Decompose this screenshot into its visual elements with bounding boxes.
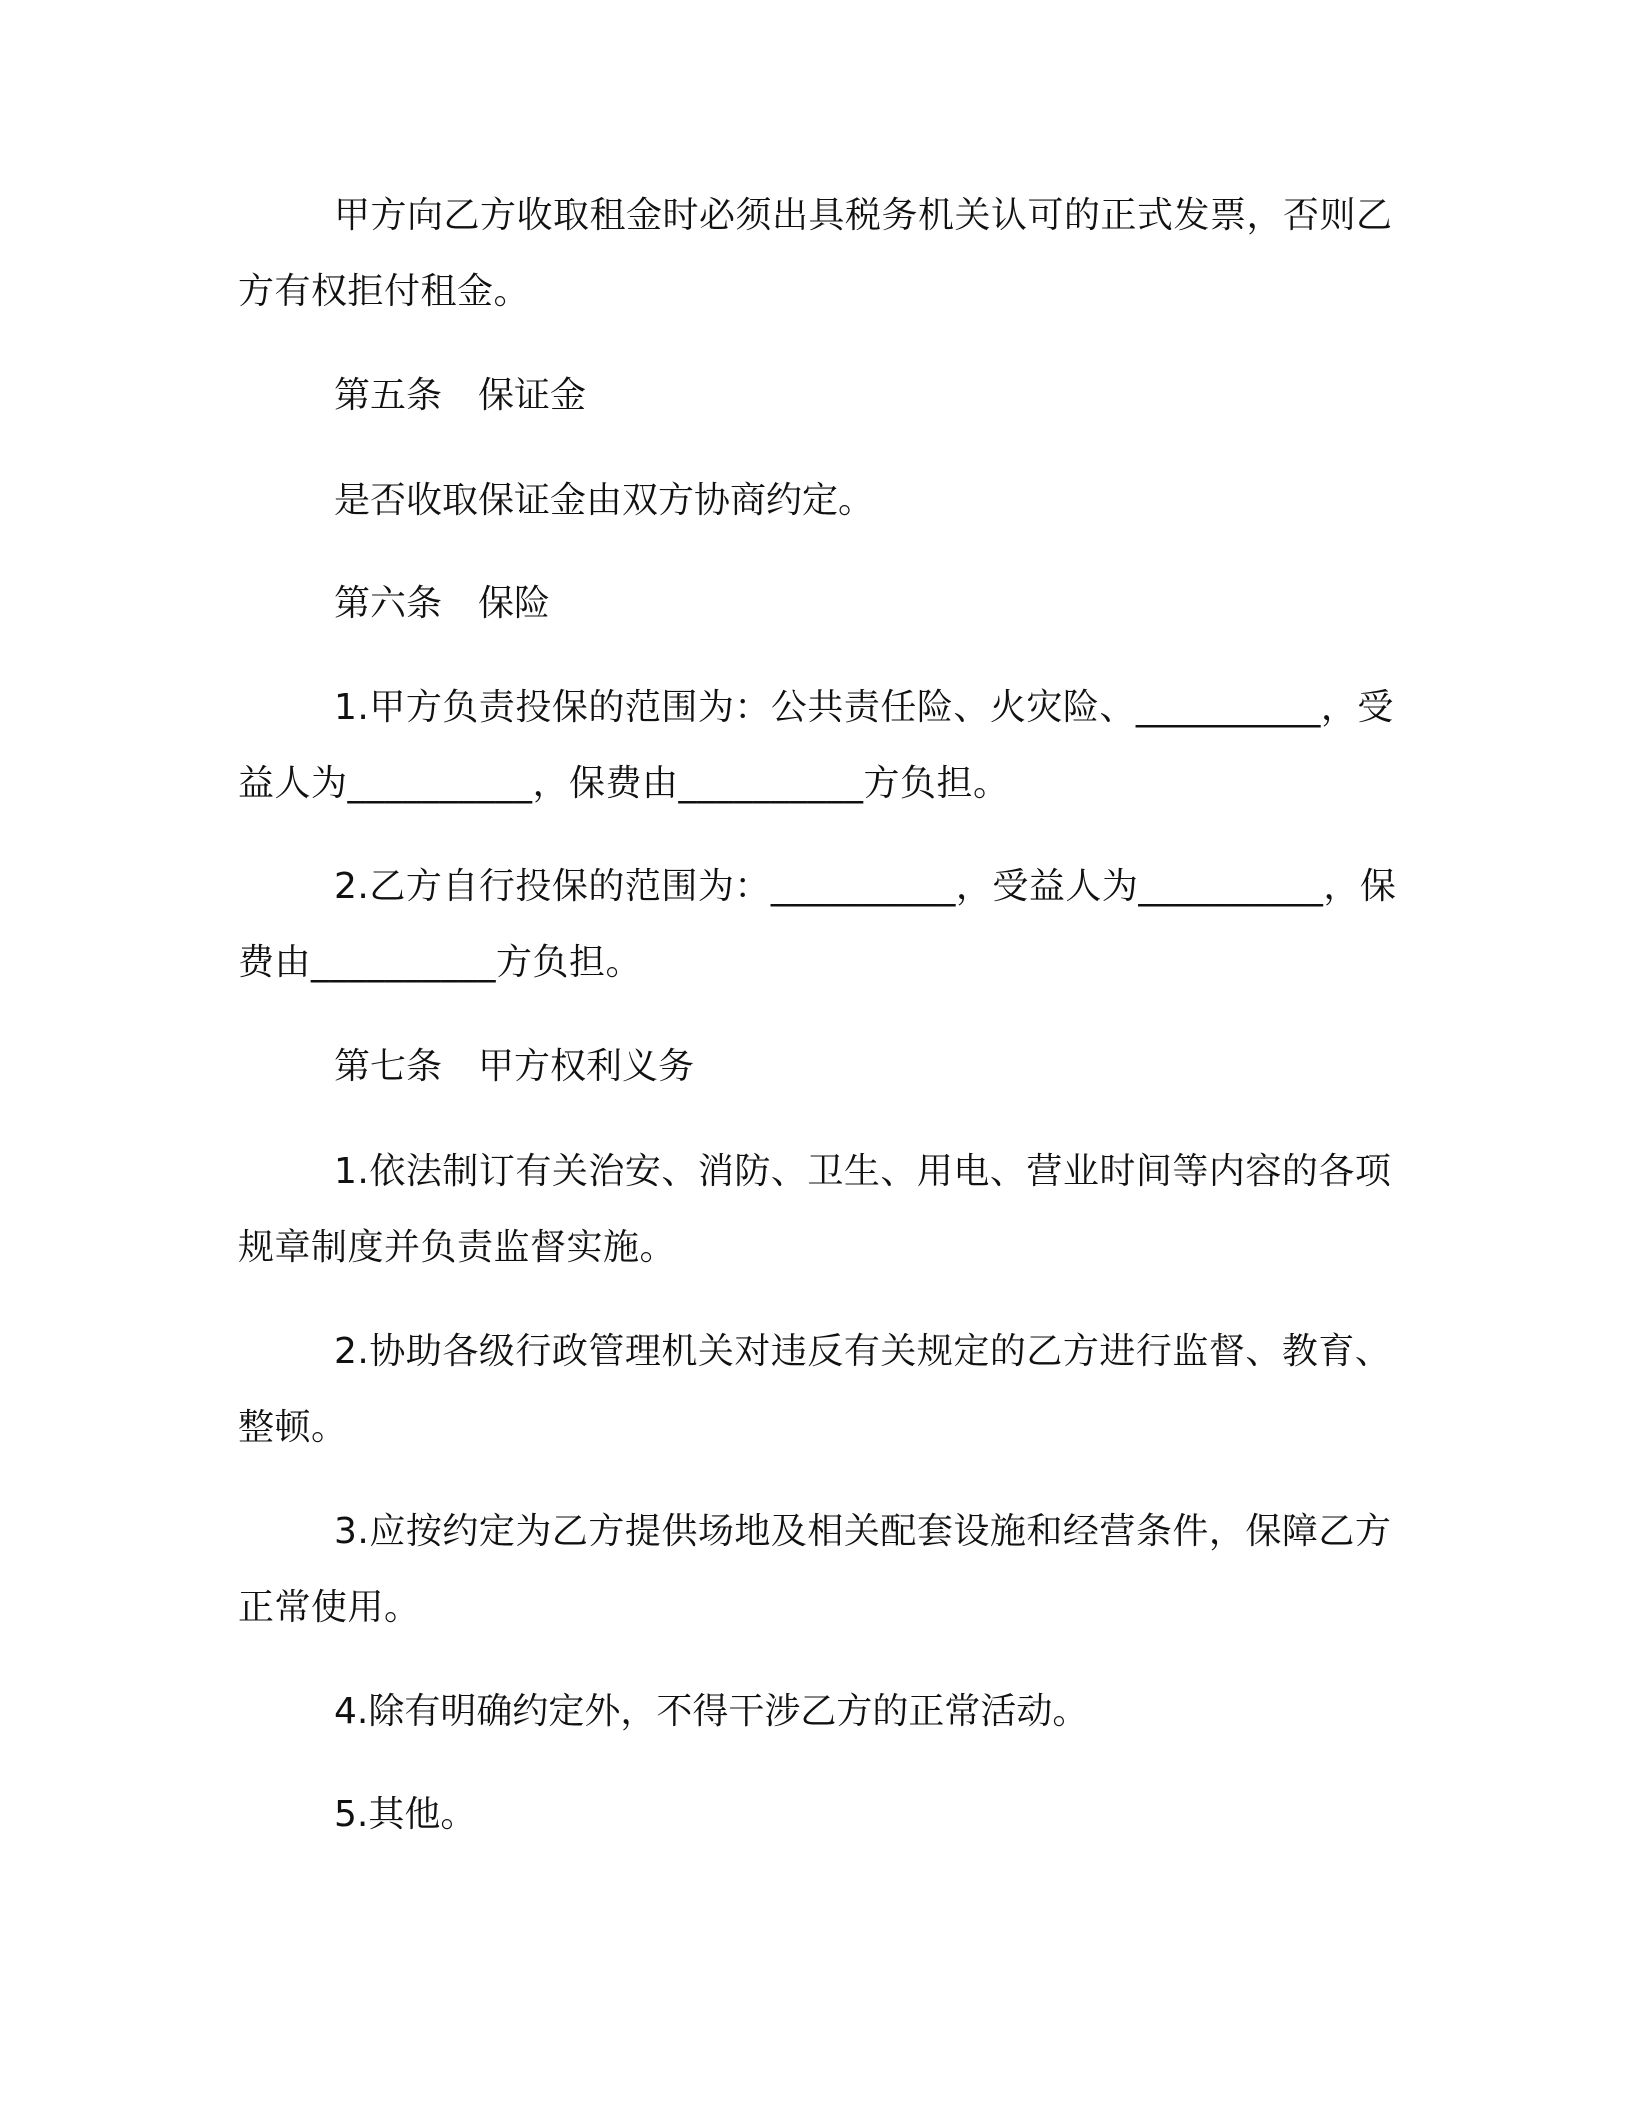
rent-invoice-paragraph: 甲方向乙方收取租金时必须出具税务机关认可的正式发票，否则乙方有权拒付租金。	[238, 195, 1393, 312]
insurance-party-b-paragraph: 2.乙方自行投保的范围为：__________，受益人为__________，保费由__________方负担。	[238, 866, 1397, 983]
obligation-2-paragraph: 2.协助各级行政管理机关对违反有关规定的乙方进行监督、教育、整顿。	[238, 1331, 1392, 1448]
insurance-party-a-paragraph: 1.甲方负责投保的范围为：公共责任险、火灾险、__________，受益人为__________，保费由__________方负担。	[238, 687, 1394, 804]
article-7-heading: 第七条 甲方权利义务	[334, 1046, 695, 1087]
obligation-1-paragraph: 1.依法制订有关治安、消防、卫生、用电、营业时间等内容的各项规章制度并负责监督实施。	[238, 1151, 1392, 1268]
obligation-4-paragraph: 4.除有明确约定外，不得干涉乙方的正常活动。	[334, 1691, 1089, 1732]
article-6-heading: 第六条 保险	[334, 583, 551, 624]
obligation-5-paragraph: 5.其他。	[334, 1794, 477, 1835]
article-5-heading: 第五条 保证金	[334, 375, 587, 416]
deposit-paragraph: 是否收取保证金由双方协商约定。	[334, 480, 875, 521]
obligation-3-paragraph: 3.应按约定为乙方提供场地及相关配套设施和经营条件，保障乙方正常使用。	[238, 1511, 1392, 1628]
